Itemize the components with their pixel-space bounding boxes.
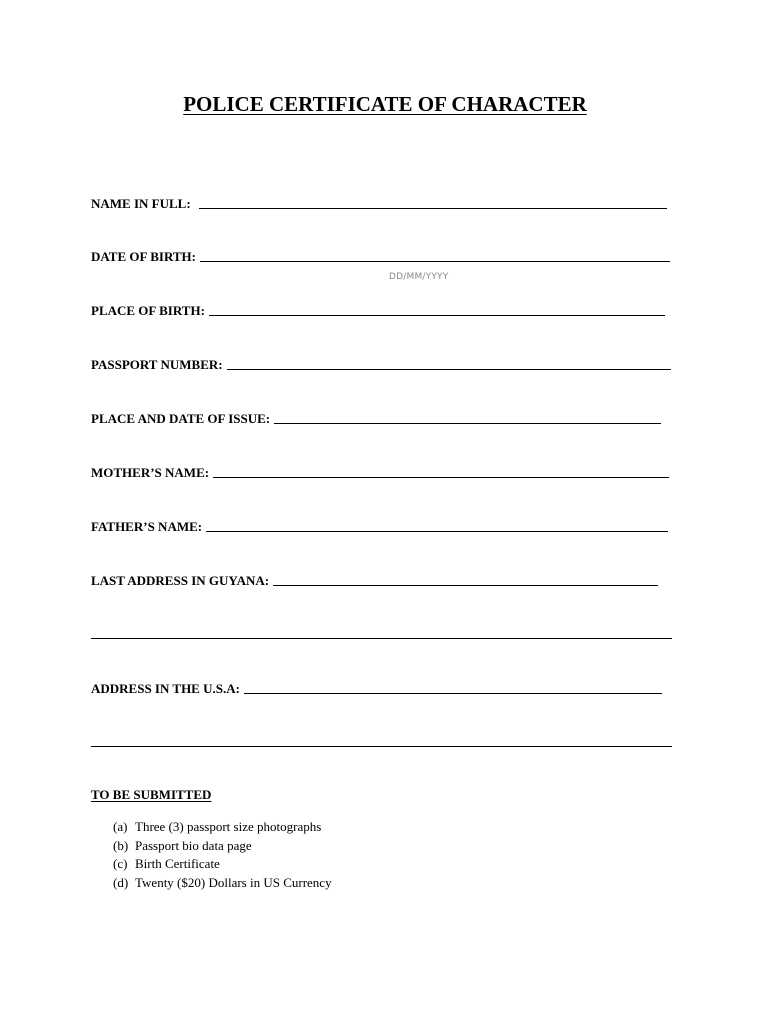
list-item-letter: (d) xyxy=(113,875,129,891)
last-address-guyana-row xyxy=(91,573,658,589)
date-of-birth-field[interactable] xyxy=(200,249,670,262)
list-item-text: Three (3) passport size photographs xyxy=(135,819,322,834)
last-address-guyana-field[interactable] xyxy=(273,573,658,586)
address-usa-label: ADDRESS IN THE U.S.A: xyxy=(91,681,240,696)
submission-list xyxy=(113,818,332,893)
list-item-letter: (b) xyxy=(113,837,129,853)
fathers-name-row xyxy=(91,519,668,535)
name-in-full-field[interactable] xyxy=(199,196,667,209)
list-item xyxy=(113,837,332,856)
list-item xyxy=(113,818,332,837)
fathers-name-field[interactable] xyxy=(206,519,668,532)
passport-number-field[interactable] xyxy=(227,357,671,370)
mothers-name-label: MOTHER’S NAME: xyxy=(91,465,210,480)
date-of-birth-label: DATE OF BIRTH: xyxy=(91,249,196,264)
last-address-guyana-line-2[interactable] xyxy=(91,638,672,639)
place-date-issue-row xyxy=(91,411,661,427)
mothers-name-field[interactable] xyxy=(213,465,669,478)
list-item-letter: (a) xyxy=(113,819,128,834)
place-date-issue-field[interactable] xyxy=(274,411,661,424)
place-of-birth-row xyxy=(91,303,665,319)
place-of-birth-field[interactable] xyxy=(209,303,665,316)
list-item-text: Passport bio data page xyxy=(135,837,252,853)
list-item-text: Birth Certificate xyxy=(135,856,220,872)
list-item-text: Twenty ($20) Dollars in US Currency xyxy=(135,875,332,891)
submission-heading: TO BE SUBMITTED xyxy=(91,787,212,802)
last-address-guyana-label: LAST ADDRESS IN GUYANA: xyxy=(91,573,270,588)
name-in-full-row xyxy=(91,196,667,212)
address-usa-line-2[interactable] xyxy=(91,746,672,747)
name-in-full-label: NAME IN FULL: xyxy=(91,196,191,211)
fathers-name-label: FATHER’S NAME: xyxy=(91,519,203,534)
address-usa-field[interactable] xyxy=(244,681,662,694)
passport-number-label: PASSPORT NUMBER: xyxy=(91,357,223,372)
address-usa-row xyxy=(91,681,662,697)
list-item xyxy=(113,855,332,874)
list-item-letter: (c) xyxy=(113,856,128,872)
list-item xyxy=(113,874,332,893)
mothers-name-row xyxy=(91,465,669,481)
place-date-issue-label: PLACE AND DATE OF ISSUE: xyxy=(91,411,271,426)
page-title: POLICE CERTIFICATE OF CHARACTER xyxy=(183,92,587,116)
passport-number-row xyxy=(91,357,671,373)
date-of-birth-row xyxy=(91,249,670,265)
place-of-birth-label: PLACE OF BIRTH: xyxy=(91,303,205,318)
date-format-hint: DD/MM/YYYY xyxy=(389,272,449,282)
